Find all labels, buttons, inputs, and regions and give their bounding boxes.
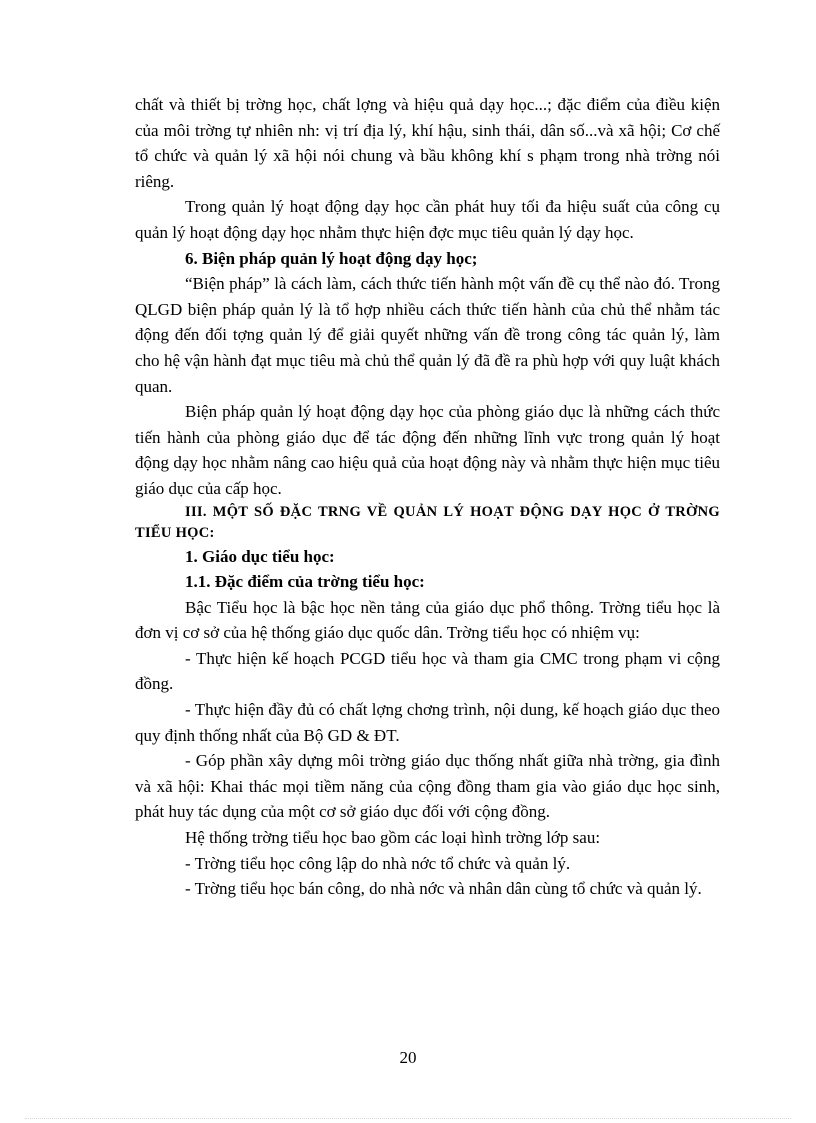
paragraph-school-system: Hệ thống trờng tiểu học bao gồm các loại hình trờng lớp sau: <box>185 828 601 848</box>
list-item: - Trờng tiểu học công lập do nhà nớc tổ chức và quản lý. <box>185 853 571 873</box>
paragraph-measure-definition: “Biện pháp” là cách làm, cách thức tiến hành một vấn đề cụ thể nào đó. Trong QLGD biện pháp quản lý là tổ hợp nhiều cách thức tiến hành của chủ thể nhằm tác động đến đối tợng quản lý để giải quyết những vấn đề trong công tác quản lý, làm cho hệ vận hành đạt mục tiêu mà chủ thể quản lý đã đề ra phù hợp với quy luật khách quan. <box>135 274 720 396</box>
bottom-divider <box>25 1118 791 1119</box>
subsection-heading-1-1: 1.1. Đặc điểm của trờng tiểu học: <box>185 572 425 592</box>
section-heading-6: 6. Biện pháp quản lý hoạt động dạy học; <box>185 248 478 268</box>
paragraph-continuation: chất và thiết bị trờng học, chất lợng và hiệu quả dạy học...; đặc điểm của điều kiện của môi trờng tự nhiên nh: vị trí địa lý, khí hậu, sinh thái, dân số...và xã hội; Cơ chế tổ chức và quản lý xã hội nói chung và bầu không khí s phạm trong nhà trờng nói riêng. <box>135 95 720 191</box>
paragraph-primary-level: Bậc Tiểu học là bậc học nền tảng của giáo dục phổ thông. Trờng tiểu học là đơn vị cơ sở của hệ thống giáo dục quốc dân. Trờng tiểu học có nhiệm vụ: <box>135 597 720 643</box>
paragraph-management-tools: Trong quản lý hoạt động dạy học cần phát huy tối đa hiệu suất của công cụ quản lý hoạt động dạy học nhằm thực hiện đợc mục tiêu quản lý dạy học. <box>135 197 720 242</box>
page-number: 20 <box>399 1048 417 1067</box>
paragraph-measure-education-office: Biện pháp quản lý hoạt động dạy học của phòng giáo dục là những cách thức tiến hành của phòng giáo dục để tác động đến những lĩnh vực trong quản lý hoạt động dạy học nhằm nâng cao hiệu quả của hoạt động này và nhằm thực hiện mục tiêu giáo dục của cấp học. <box>135 402 720 498</box>
list-item: - Thực hiện kế hoạch PCGD tiểu học và tham gia CMC trong phạm vi cộng đồng. <box>135 648 720 694</box>
section-heading-III: III. MỘT SỐ ĐẶC TRNG VỀ QUẢN LÝ HOẠT ĐỘNG DẠY HỌC Ở TRỜNG TIỂU HỌC: <box>135 503 720 541</box>
subsection-heading-1: 1. Giáo dục tiểu học: <box>185 546 335 566</box>
list-item: - Góp phần xây dựng môi trờng giáo dục thống nhất giữa nhà trờng, gia đình và xã hội: Khai thác mọi tiềm năng của cộng đồng tham gia vào giáo dục học sinh, phát huy tác dụng của một cơ sở giáo dục đối với cộng đồng. <box>135 751 720 822</box>
list-item: - Thực hiện đầy đủ có chất lợng chơng trình, nội dung, kế hoạch giáo dục theo quy định thống nhất của Bộ GD & ĐT. <box>135 700 720 745</box>
list-item: - Trờng tiểu học bán công, do nhà nớc và nhân dân cùng tổ chức và quản lý. <box>185 879 702 899</box>
document-page <box>135 92 720 902</box>
